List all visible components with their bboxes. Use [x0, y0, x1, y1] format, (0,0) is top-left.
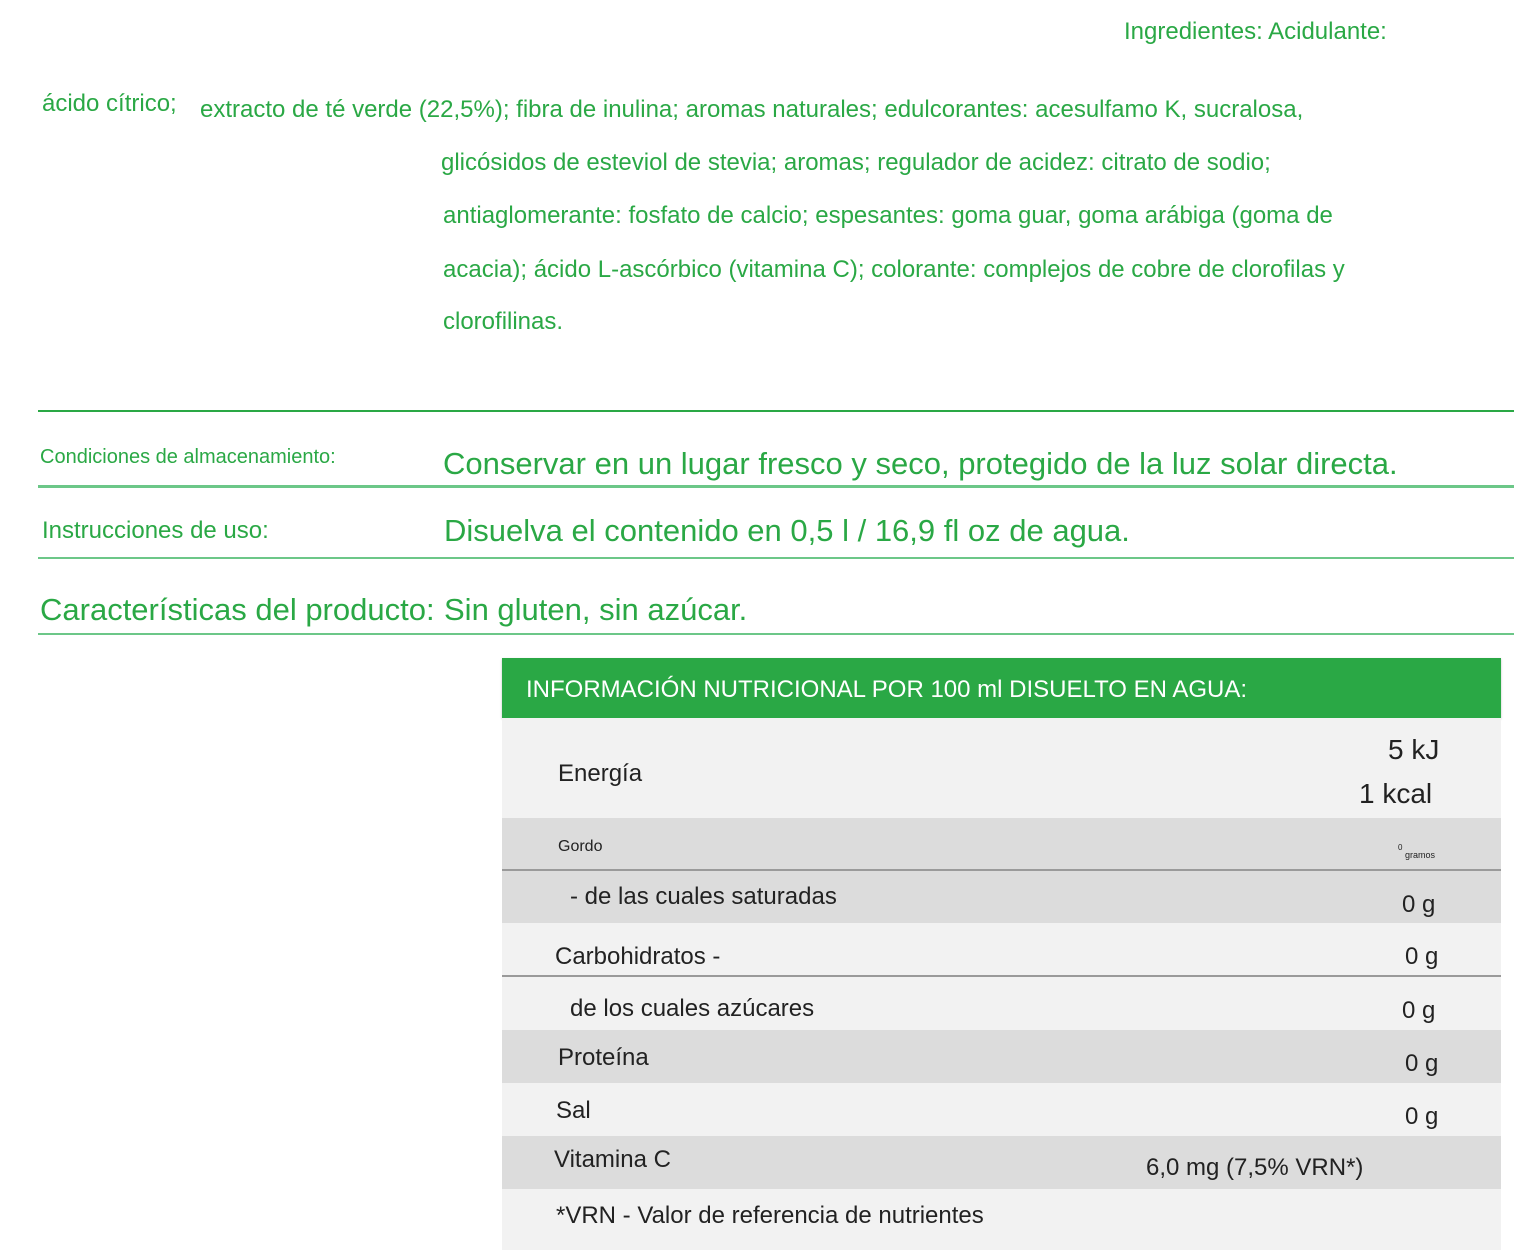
sugars-label: de los cuales azúcares: [570, 995, 815, 1022]
features-value: Sin gluten, sin azúcar.: [444, 592, 748, 627]
energy-label: Energía: [558, 760, 643, 787]
ingredients-line: glicósidos de esteviol de stevia; aromas; regulador de acidez: citrato de sodio;: [441, 149, 1271, 176]
table-footnote-row: [502, 1189, 1501, 1250]
section-divider: [38, 485, 1514, 488]
section-divider: [38, 557, 1514, 559]
energy-kcal: 1 kcal: [1359, 778, 1433, 809]
nutrition-header-text: INFORMACIÓN NUTRICIONAL POR 100 ml DISUELTO EN AGUA:: [526, 676, 1248, 703]
salt-label: Sal: [556, 1097, 591, 1124]
features-label: Características del producto:: [40, 592, 435, 627]
ingredients-line: antiaglomerante: fosfato de calcio; espesantes: goma guar, goma arábiga (goma de: [443, 202, 1333, 229]
ingredients-line: clorofilinas.: [443, 308, 564, 335]
vitamin-c-value: 6,0 mg (7,5% VRN*): [1146, 1154, 1364, 1181]
carbs-label: Carbohidratos -: [555, 943, 721, 970]
table-row-vitamin-c: [502, 1136, 1501, 1189]
storage-label: Condiciones de almacenamiento:: [40, 446, 336, 468]
ingredients-lead: ácido cítrico;: [42, 90, 177, 117]
energy-kj: 5 kJ: [1388, 734, 1440, 765]
saturated-value: 0 g: [1402, 891, 1436, 918]
table-row-energy: [502, 718, 1501, 818]
section-divider: [38, 410, 1514, 412]
ingredients-line: acacia); ácido L-ascórbico (vitamina C); colorante: complejos de cobre de clorofilas y: [443, 256, 1345, 283]
table-row-protein: [502, 1030, 1501, 1083]
sugars-value: 0 g: [1402, 997, 1436, 1024]
carbs-value: 0 g: [1405, 943, 1439, 970]
usage-label: Instrucciones de uso:: [42, 517, 269, 544]
table-row-fat: [502, 818, 1501, 870]
fat-value-unit: gramos: [1405, 850, 1436, 860]
fat-value-number: 0: [1398, 843, 1403, 852]
table-row-carbs: [502, 923, 1501, 975]
protein-value: 0 g: [1405, 1050, 1439, 1077]
usage-value: Disuelva el contenido en 0,5 l / 16,9 fl oz de agua.: [444, 513, 1130, 548]
ingredients-title: Ingredientes: Acidulante:: [1124, 18, 1387, 45]
nutrition-header: [502, 658, 1501, 718]
saturated-label: - de las cuales saturadas: [570, 883, 837, 910]
ingredients-line: extracto de té verde (22,5%); fibra de inulina; aromas naturales; edulcorantes: acesulfamo K, sucralosa,: [200, 96, 1304, 123]
storage-value: Conservar en un lugar fresco y seco, protegido de la luz solar directa.: [443, 446, 1398, 481]
vrn-footnote: *VRN - Valor de referencia de nutrientes: [556, 1202, 984, 1229]
nutrition-table: [502, 658, 1501, 1250]
section-divider: [38, 633, 1514, 635]
fat-label: Gordo: [558, 838, 603, 855]
vitamin-c-label: Vitamina C: [554, 1146, 671, 1173]
table-row-sugars: [502, 977, 1501, 1030]
protein-label: Proteína: [558, 1044, 649, 1071]
table-row-salt: [502, 1083, 1501, 1136]
table-row-saturated: [502, 871, 1501, 923]
salt-value: 0 g: [1405, 1103, 1439, 1130]
